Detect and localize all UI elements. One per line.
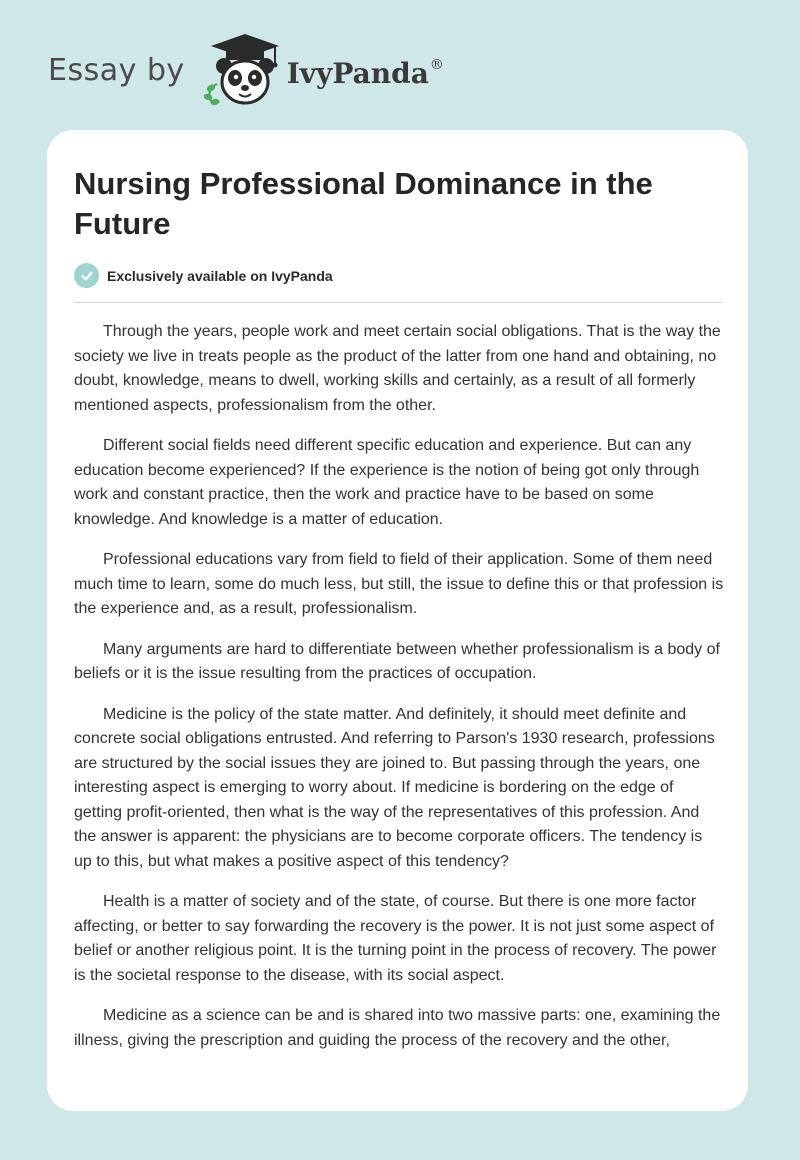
exclusive-badge-label: Exclusively available on IvyPanda (107, 267, 333, 284)
essay-card (47, 130, 748, 1111)
essay-body (74, 320, 724, 1069)
essay-title: Nursing Professional Dominance in the Future (74, 166, 653, 241)
essay-paragraph: Medicine is the policy of the state matter. And definitely, it should meet definite and concrete social obligations entrusted. And referring to Parson's 1930 research, professions are structured by the social issues they are joined to. But passing through the years, one interesting aspect is emerging to worry about. If medicine is bordering on the edge of getting profit-oriented, then what is the way of the representatives of this profession. And the answer is apparent: the physicians are to become corporate officers. The tendency is up to this, but what makes a positive aspect of this tendency? (74, 705, 715, 870)
registered-mark: ® (429, 56, 444, 73)
brand-name[interactable]: IvyPanda® (286, 56, 444, 90)
essay-paragraph: Through the years, people work and meet certain social obligations. That is the way the society we live in treats people as the product of the latter from one hand and obtaining, no doubt, knowledge, means to dwell, working skills and certainly, as a result of all formerly mentioned aspects, professionalism from the other. (74, 323, 721, 414)
essay-paragraph: Professional educations vary from field to field of their application. Some of them need much time to learn, some do much less, but still, the issue to define this or that profession is the experience and, as a result, professionalism. (74, 551, 724, 617)
panda-graduate-icon[interactable] (199, 30, 285, 110)
essay-paragraph: Health is a matter of society and of the state, of course. But there is one more factor affecting, or better to say forwarding the recovery is the power. It is not just some aspect of belief or another religious point. It is the turning point in the process of recovery. The power is the societal response to the disease, with its social aspect. (74, 893, 717, 984)
essay-paragraph: Many arguments are hard to differentiate between whether professionalism is a body of beliefs or it is the issue resulting from the practices of occupation. (74, 640, 720, 682)
exclusive-badge (74, 263, 333, 288)
brand-header (48, 30, 444, 110)
essay-paragraph: Medicine as a science can be and is shared into two massive parts: one, examining the illness, giving the prescription and guiding the process of the recovery and the other, (74, 1007, 721, 1049)
essay-paragraph: Different social fields need different specific education and experience. But can any education become experienced? If the experience is the notion of being got only through work and constant practice, then the work and practice have to be based on some knowledge. And knowledge is a matter of education. (74, 437, 700, 528)
brand-prefix: Essay by (48, 52, 185, 88)
check-circle-icon (74, 263, 99, 288)
title-divider (74, 302, 722, 303)
